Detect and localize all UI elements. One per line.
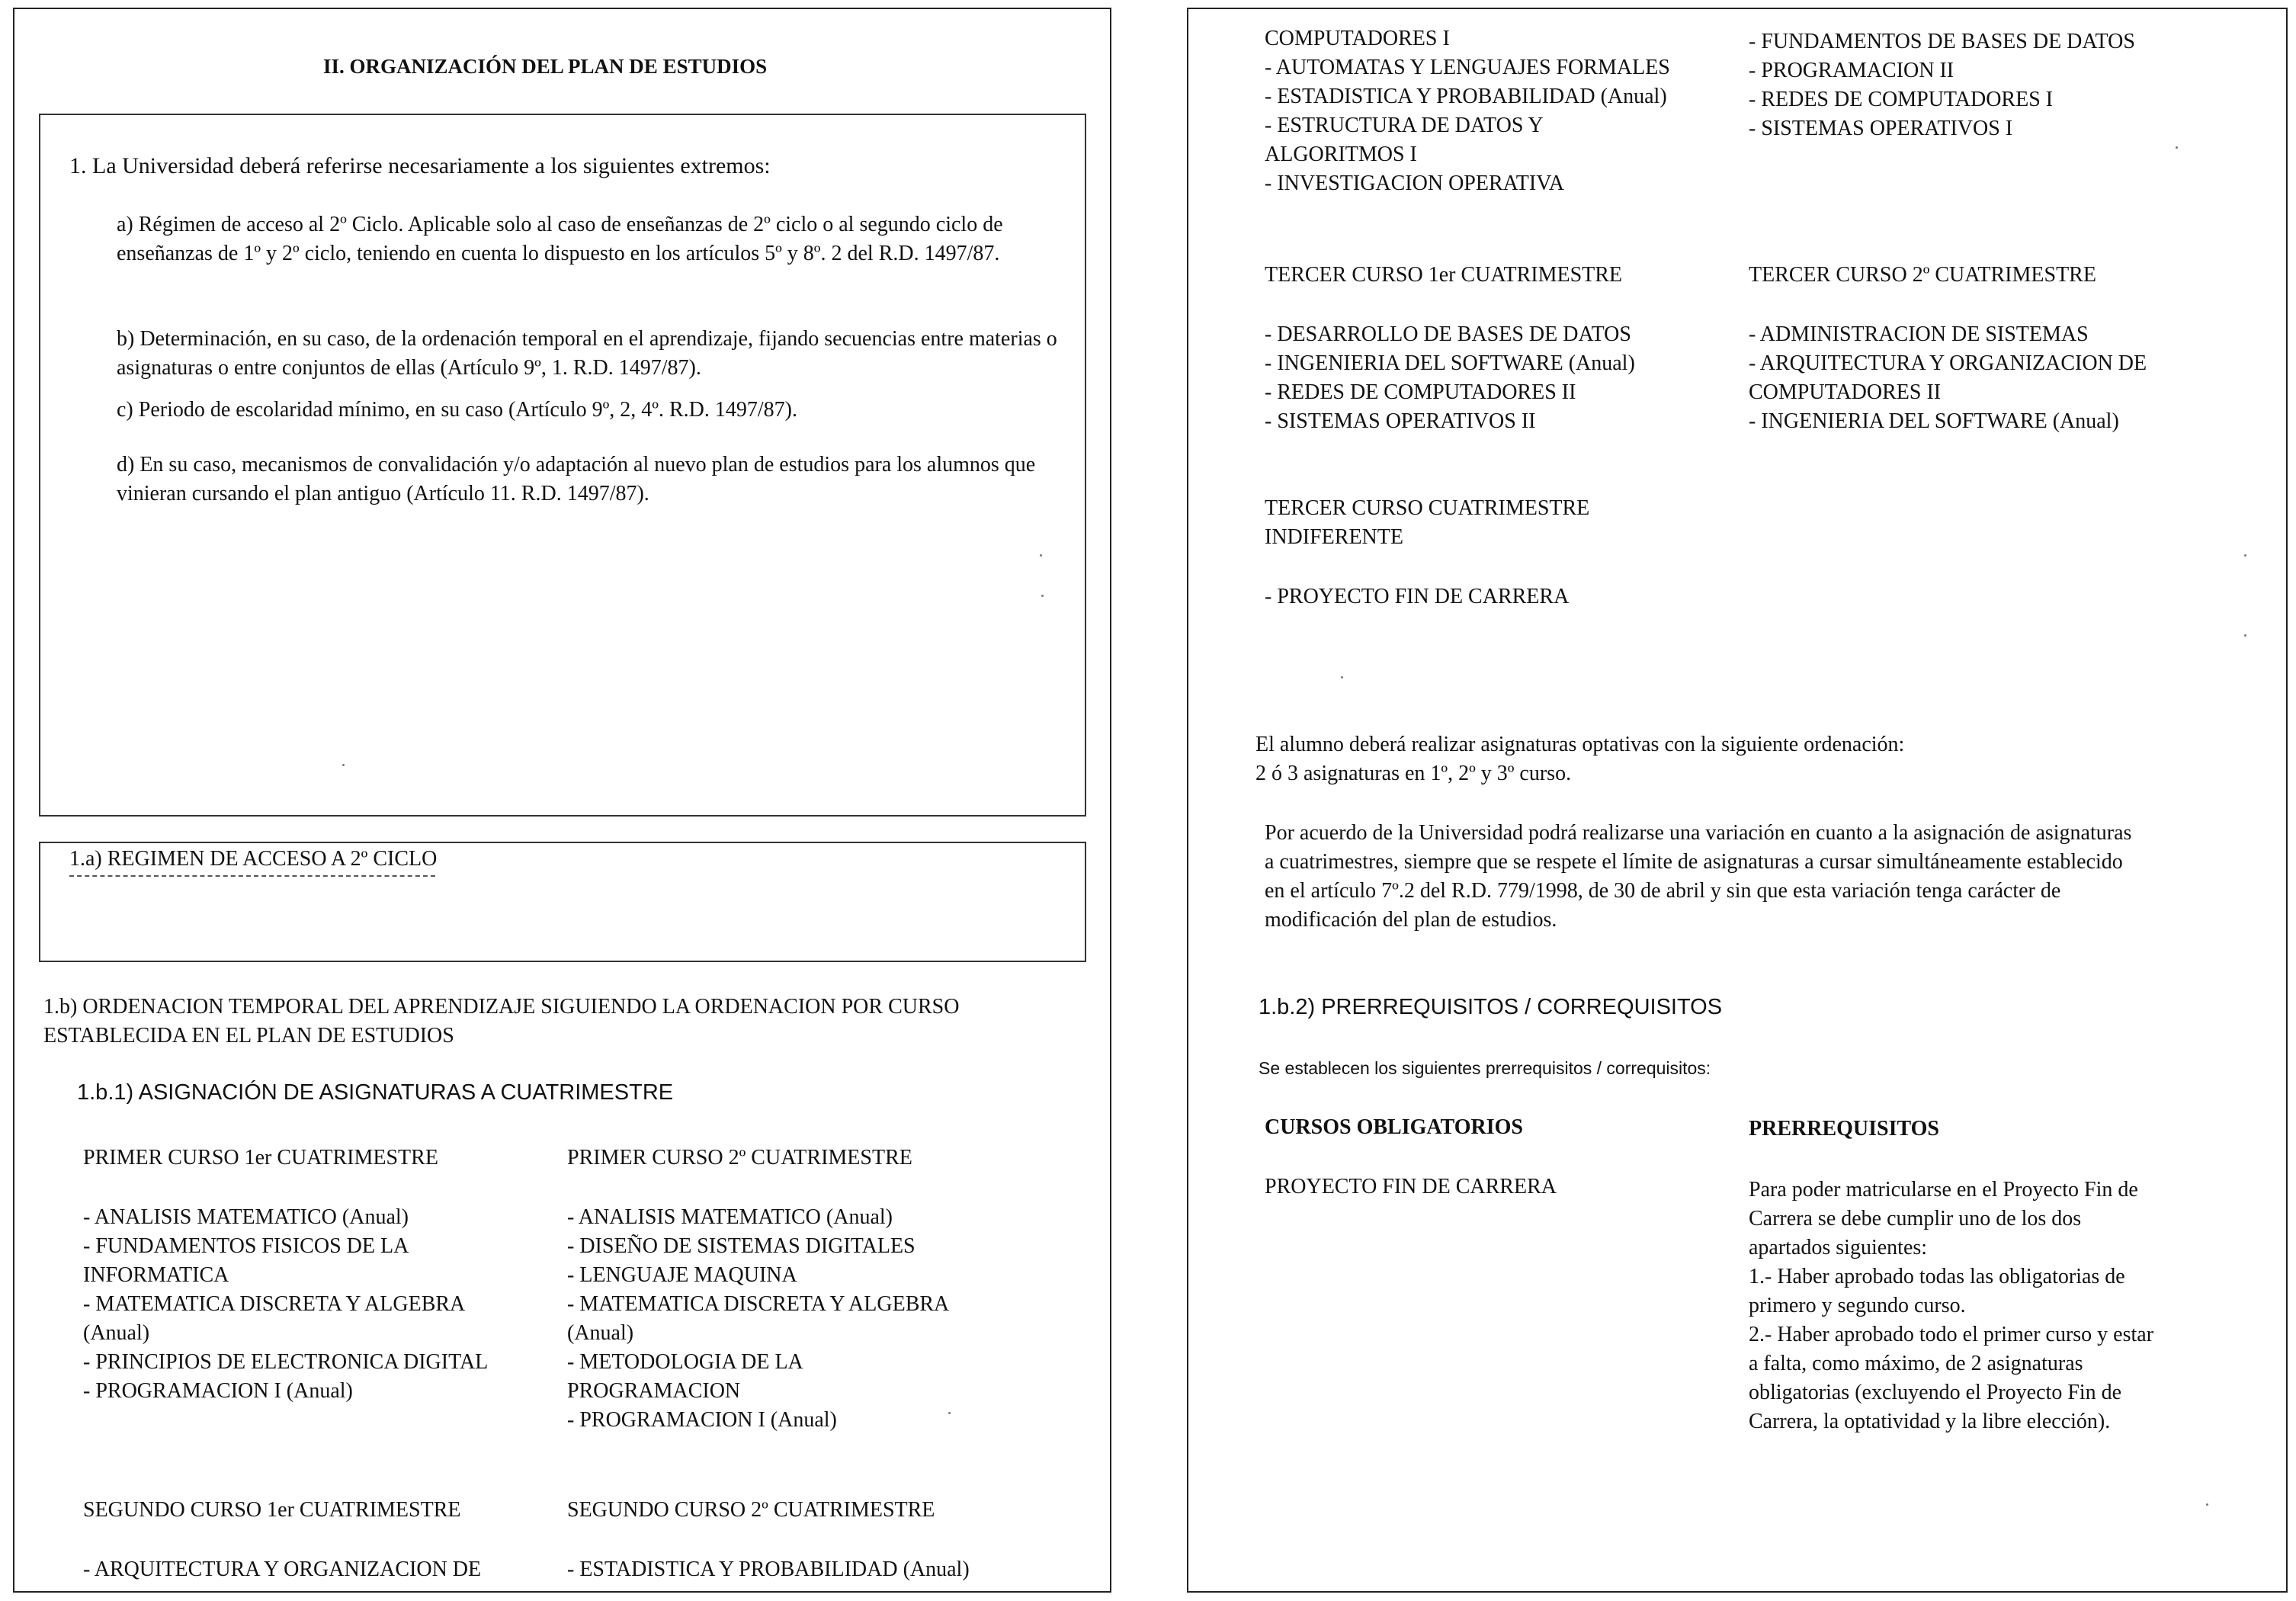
optativas-line2: 2 ó 3 asignaturas en 1º, 2º y 3º curso. (1255, 762, 1572, 785)
scan-speck (2244, 554, 2246, 557)
list-item: - AUTOMATAS Y LENGUAJES FORMALES (1265, 56, 1670, 79)
paragraph-line: a cuatrimestres, siempre que se respete el límite de asignaturas a cursar simultáneamente establecido (1265, 850, 2123, 874)
list-item: PROGRAMACION (567, 1379, 741, 1403)
list-item: - ANALISIS MATEMATICO (Anual) (83, 1205, 409, 1229)
item-b: b) Determinación, en su caso, de la ordenación temporal en el aprendizaje, fijando secuencias entre materias o asignaturas o entre conjuntos de ellas (Artículo 9º, 1. R.D. 1497/87). (117, 327, 1057, 380)
paragraph-line: primero y segundo curso. (1749, 1294, 1966, 1317)
list-item: - REDES DE COMPUTADORES II (1265, 380, 1576, 404)
list-item: - ANALISIS MATEMATICO (Anual) (567, 1205, 893, 1229)
column-cursos-obligatorios: CURSOS OBLIGATORIOS (1265, 1115, 1523, 1139)
curso-proyecto-fin: PROYECTO FIN DE CARRERA (1265, 1175, 1557, 1198)
scan-speck (1341, 676, 1343, 679)
list-item: - PROGRAMACION I (Anual) (567, 1408, 837, 1432)
regimen-box (39, 842, 1086, 962)
tercer-indiferente-item: - PROYECTO FIN DE CARRERA (1265, 585, 1570, 608)
paragraph-line: 1.- Haber aprobado todas las obligatorias de (1749, 1265, 2125, 1288)
right-page (1187, 8, 2288, 1593)
list-item: - INGENIERIA DEL SOFTWARE (Anual) (1265, 351, 1635, 375)
paragraph-line: apartados siguientes: (1749, 1236, 1928, 1259)
column-prerrequisitos: PRERREQUISITOS (1749, 1117, 1940, 1141)
tercer1-list (1265, 320, 1635, 436)
list-item: - PROGRAMACION II (1749, 59, 1954, 82)
left-page (13, 8, 1111, 1593)
list-item: - ESTRUCTURA DE DATOS Y (1265, 114, 1544, 137)
list-item: - SISTEMAS OPERATIVOS I (1749, 117, 2013, 140)
list-item: - ADMINISTRACION DE SISTEMAS (1749, 322, 2089, 346)
tercer2-heading: TERCER CURSO 2º CUATRIMESTRE (1749, 263, 2096, 287)
scan-speck (948, 1412, 951, 1414)
list-item: - SISTEMAS OPERATIVOS II (1265, 409, 1536, 433)
regimen-title: 1.a) REGIMEN DE ACCESO A 2º CICLO (69, 847, 438, 871)
paragraph-line: 2.- Haber aprobado todo el primer curso y estar (1749, 1323, 2154, 1346)
list-item: - PROGRAMACION I (Anual) (83, 1379, 353, 1403)
paragraph-line: Por acuerdo de la Universidad podrá realizarse una variación en cuanto a la asignación de asignaturas (1265, 821, 2132, 845)
list-item: - REDES DE COMPUTADORES I (1749, 88, 2054, 111)
paragraph-line: obligatorias (excluyendo el Proyecto Fin de (1749, 1381, 2122, 1404)
optativas-line1: El alumno deberá realizar asignaturas optativas con la siguiente ordenación: (1255, 733, 1905, 756)
primer2-list (567, 1203, 949, 1435)
regimen-dashed-line (69, 875, 435, 877)
scan-speck (2244, 634, 2246, 637)
list-item: INFORMATICA (83, 1263, 229, 1287)
tercer-indiferente-heading-2: INDIFERENTE (1265, 525, 1403, 549)
paragraph-line: modificación del plan de estudios. (1265, 908, 1557, 932)
list-item: COMPUTADORES II (1749, 380, 1942, 404)
segundo1-heading: SEGUNDO CURSO 1er CUATRIMESTRE (83, 1498, 461, 1522)
ordenacion-title-line2: ESTABLECIDA EN EL PLAN DE ESTUDIOS (43, 1024, 454, 1048)
primer2-heading: PRIMER CURSO 2º CUATRIMESTRE (567, 1146, 912, 1169)
scan-speck (1041, 595, 1044, 597)
prerrequisitos-subtitle: Se establecen los siguientes prerrequisitos / correquisitos: (1259, 1058, 1711, 1078)
list-item: - MATEMATICA DISCRETA Y ALGEBRA (567, 1292, 950, 1316)
scan-speck (2176, 146, 2178, 149)
scan-speck (2206, 1503, 2208, 1506)
asignacion-title: 1.b.1) ASIGNACIÓN DE ASIGNATURAS A CUATRIMESTRE (77, 1080, 674, 1105)
list-item: COMPUTADORES I (1265, 27, 1450, 50)
list-item: - MATEMATICA DISCRETA Y ALGEBRA (83, 1292, 466, 1316)
requirements-intro: 1. La Universidad deberá referirse necesariamente a los siguientes extremos: (69, 153, 771, 178)
list-item: (Anual) (83, 1321, 150, 1345)
segundo-continued-col1 (1265, 24, 1670, 198)
ordenacion-title-line1: 1.b) ORDENACION TEMPORAL DEL APRENDIZAJE SIGUIENDO LA ORDENACION POR CURSO (43, 995, 960, 1019)
list-item: - FUNDAMENTOS FISICOS DE LA (83, 1234, 409, 1258)
list-item: - FUNDAMENTOS DE BASES DE DATOS (1749, 30, 2135, 53)
paragraph-line: a falta, como máximo, de 2 asignaturas (1749, 1352, 2083, 1375)
requirements-box (39, 114, 1086, 817)
prerrequisitos-title: 1.b.2) PRERREQUISITOS / CORREQUISITOS (1259, 995, 1723, 1019)
item-a: a) Régimen de acceso al 2º Ciclo. Aplicable solo al caso de enseñanzas de 2º ciclo o al segundo ciclo de enseñanzas de 1º y 2º ciclo, teniendo en cuenta lo dispuesto en los artículos 5º y 8º. 2 del R.D. 1497/87. (117, 213, 1003, 265)
list-item: (Anual) (567, 1321, 634, 1345)
segundo1-item: - ARQUITECTURA Y ORGANIZACION DE (83, 1558, 482, 1581)
prerrequisitos-text (1749, 1176, 2153, 1436)
segundo-continued-col2 (1749, 27, 2135, 143)
tercer-indiferente-heading-1: TERCER CURSO CUATRIMESTRE (1265, 496, 1590, 520)
list-item: - INVESTIGACION OPERATIVA (1265, 172, 1565, 195)
list-item: - ESTADISTICA Y PROBABILIDAD (Anual) (1265, 85, 1667, 108)
segundo2-heading: SEGUNDO CURSO 2º CUATRIMESTRE (567, 1498, 935, 1522)
section-heading: II. ORGANIZACIÓN DEL PLAN DE ESTUDIOS (323, 55, 768, 78)
paragraph-line: Carrera se debe cumplir uno de los dos (1749, 1207, 2082, 1230)
scan-speck (1040, 554, 1042, 557)
primer1-heading: PRIMER CURSO 1er CUATRIMESTRE (83, 1146, 438, 1169)
paragraph-line: en el artículo 7º.2 del R.D. 779/1998, de 30 de abril y sin que esta variación tenga carácter de (1265, 879, 2061, 903)
tercer2-list (1749, 320, 2147, 436)
paragraph-line: Para poder matricularse en el Proyecto Fin de (1749, 1178, 2138, 1202)
list-item: - DESARROLLO DE BASES DE DATOS (1265, 322, 1631, 346)
scan-speck (342, 764, 345, 766)
item-d: d) En su caso, mecanismos de convalidación y/o adaptación al nuevo plan de estudios para los alumnos que vinieran cursando el plan antiguo (Artículo 11. R.D. 1497/87). (117, 453, 1036, 505)
item-c: c) Periodo de escolaridad mínimo, en su caso (Artículo 9º, 2, 4º. R.D. 1497/87). (117, 398, 797, 422)
acuerdo-paragraph (1265, 819, 2131, 935)
segundo2-item: - ESTADISTICA Y PROBABILIDAD (Anual) (567, 1558, 970, 1581)
list-item: - INGENIERIA DEL SOFTWARE (Anual) (1749, 409, 2119, 433)
list-item: - LENGUAJE MAQUINA (567, 1263, 797, 1287)
primer1-list (83, 1203, 488, 1406)
list-item: - METODOLOGIA DE LA (567, 1350, 803, 1374)
list-item: - ARQUITECTURA Y ORGANIZACION DE (1749, 351, 2147, 375)
list-item: - DISEÑO DE SISTEMAS DIGITALES (567, 1234, 916, 1258)
list-item: ALGORITMOS I (1265, 143, 1417, 166)
list-item: - PRINCIPIOS DE ELECTRONICA DIGITAL (83, 1350, 489, 1374)
paragraph-line: Carrera, la optatividad y la libre elección). (1749, 1410, 2111, 1433)
tercer1-heading: TERCER CURSO 1er CUATRIMESTRE (1265, 263, 1623, 287)
